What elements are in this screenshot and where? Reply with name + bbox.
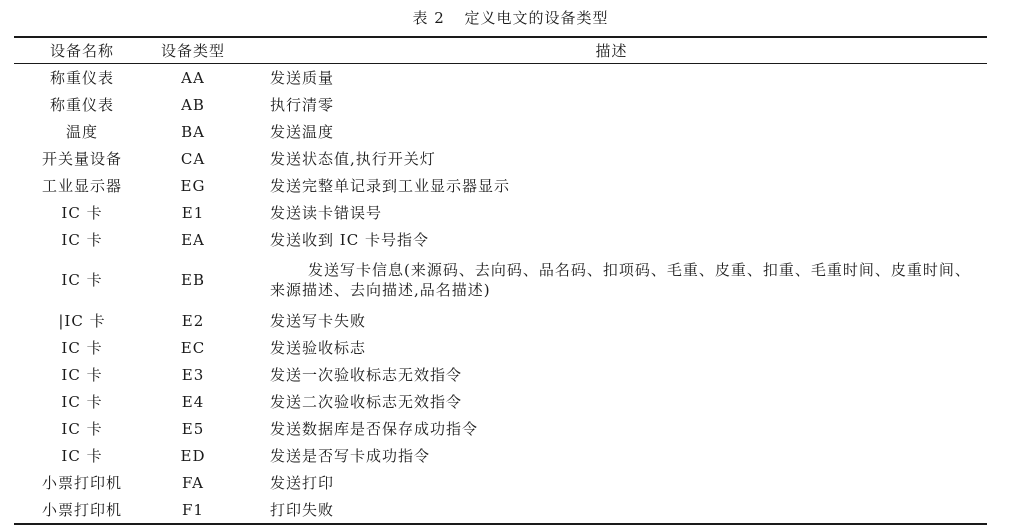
description-text: 发送温度: [270, 122, 335, 141]
table-row: [0, 307, 1021, 334]
device-type-cell: FA: [182, 473, 204, 492]
description-cell: [270, 388, 975, 415]
table-row: [0, 253, 1021, 307]
device-name-cell: IC 卡: [61, 271, 103, 289]
description-cell: [270, 91, 975, 118]
device-type-cell: E1: [181, 203, 205, 222]
description-text: 发送写卡失败: [270, 311, 367, 330]
header-device-type: 设备类型: [160, 42, 225, 60]
table-row: [0, 442, 1021, 469]
description-cell: [270, 64, 975, 91]
device-name-cell: IC 卡: [61, 392, 103, 411]
description-cell: [270, 145, 975, 172]
description-text: 发送一次验收标志无效指令: [270, 365, 463, 384]
device-name-cell: 小票打印机: [41, 473, 122, 492]
description-text: 发送验收标志: [270, 338, 367, 357]
device-type-cell: AA: [181, 68, 205, 87]
table-row: [0, 91, 1021, 118]
top-rule: [14, 36, 987, 38]
device-type-cell: F1: [182, 500, 204, 519]
description-text: 发送二次验收标志无效指令: [270, 392, 463, 411]
description-text: 发送读卡错误号: [270, 203, 383, 222]
device-type-cell: E2: [181, 311, 205, 330]
description-cell: [270, 199, 975, 226]
description-text: 发送完整单记录到工业显示器显示: [270, 176, 511, 195]
description-cell: [270, 118, 975, 145]
device-name-cell: 开关量设备: [41, 149, 122, 168]
device-name-cell: IC 卡: [61, 419, 103, 438]
description-text: 发送是否写卡成功指令: [270, 446, 431, 465]
device-type-cell: E3: [181, 365, 205, 384]
device-type-cell: EA: [181, 230, 205, 249]
device-name-cell: IC 卡: [61, 446, 103, 465]
description-text: 发送打印: [270, 473, 335, 492]
table-row: [0, 118, 1021, 145]
device-name-cell: IC 卡: [61, 203, 103, 222]
device-name-cell: IC 卡: [61, 365, 103, 384]
table-caption: [0, 8, 1021, 28]
device-name-cell: 称重仪表: [49, 95, 114, 114]
description-text: 发送写卡信息(来源码、去向码、品名码、扣项码、毛重、皮重、扣重、毛重时间、皮重时间、来源描述、去向描述,品名描述): [270, 261, 971, 299]
description-cell: [270, 253, 975, 307]
description-cell: [270, 361, 975, 388]
description-cell: [270, 415, 975, 442]
table-row: [0, 199, 1021, 226]
description-text: 发送数据库是否保存成功指令: [270, 419, 479, 438]
table-title: 定义电文的设备类型: [464, 9, 609, 27]
description-text: 发送状态值,执行开关灯: [270, 149, 436, 168]
bottom-rule: [14, 523, 987, 525]
description-cell: [270, 496, 975, 523]
table-row: [0, 361, 1021, 388]
device-type-cell: BA: [181, 122, 205, 141]
device-name-cell: IC 卡: [61, 338, 103, 357]
device-type-cell: EG: [180, 176, 206, 195]
table-number: 表 2: [412, 9, 445, 27]
description-cell: [270, 469, 975, 496]
description-cell: [270, 226, 975, 253]
table-body: [0, 64, 1021, 523]
description-cell: [270, 307, 975, 334]
device-type-cell: ED: [180, 446, 206, 465]
device-type-cell: CA: [180, 149, 206, 168]
table-row: [0, 388, 1021, 415]
table-row: [0, 226, 1021, 253]
header-device-name: 设备名称: [49, 42, 114, 60]
device-name-cell: 温度: [65, 122, 98, 141]
device-name-cell: IC 卡: [61, 230, 103, 249]
table-row: [0, 64, 1021, 91]
table-row: [0, 172, 1021, 199]
device-type-cell: E4: [181, 392, 205, 411]
table-row: [0, 469, 1021, 496]
device-type-cell: E5: [181, 419, 205, 438]
description-text: 执行清零: [270, 95, 335, 114]
device-name-cell: |IC 卡: [58, 311, 106, 330]
table-row: [0, 334, 1021, 361]
description-cell: [270, 442, 975, 469]
device-name-cell: 称重仪表: [49, 68, 114, 87]
device-name-cell: 小票打印机: [41, 500, 122, 519]
table-row: [0, 415, 1021, 442]
device-type-cell: EC: [180, 338, 206, 357]
table-row: [0, 145, 1021, 172]
header-description: 描述: [595, 42, 628, 60]
description-cell: [270, 172, 975, 199]
device-name-cell: 工业显示器: [41, 176, 122, 195]
device-type-cell: AB: [181, 95, 205, 114]
description-text: 发送收到 IC 卡号指令: [270, 230, 429, 249]
description-text: 发送质量: [270, 68, 335, 87]
device-type-cell: EB: [181, 271, 205, 289]
description-cell: [270, 334, 975, 361]
description-text: 打印失败: [270, 500, 335, 519]
table-row: [0, 496, 1021, 523]
